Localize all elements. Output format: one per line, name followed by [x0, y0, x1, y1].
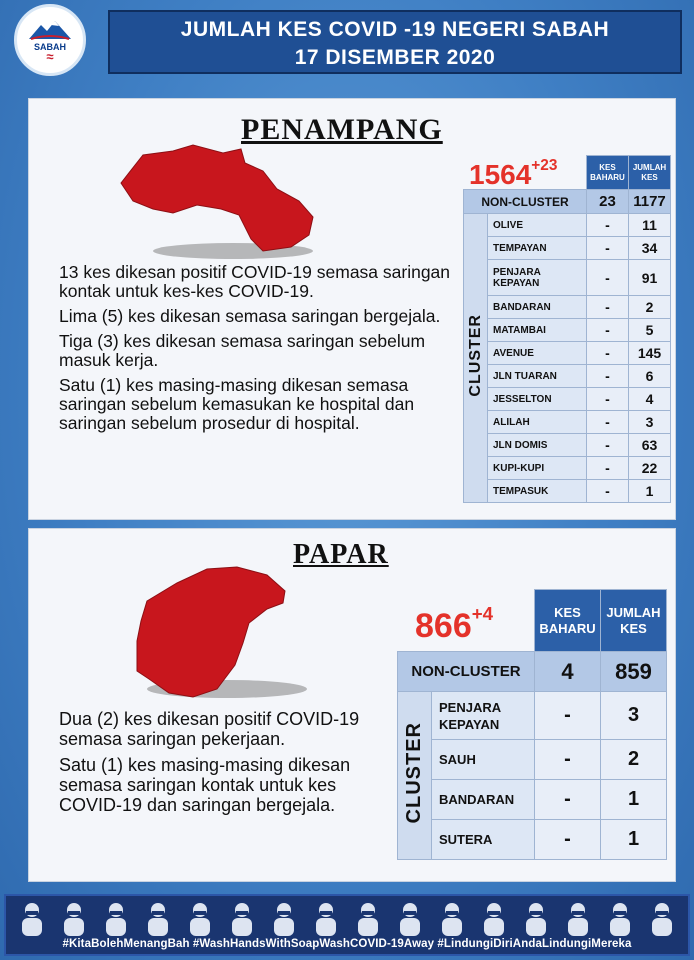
cluster-new: -: [587, 434, 629, 457]
table-row: [464, 480, 671, 503]
cluster-name: KUPI-KUPI: [488, 457, 587, 480]
cluster-name: JLN TUARAN: [488, 365, 587, 388]
cluster-total: 4: [629, 388, 671, 411]
cluster-name: BANDARAN: [432, 780, 535, 820]
cluster-new: -: [587, 260, 629, 296]
cluster-name: AVENUE: [488, 342, 587, 365]
table-row: [464, 411, 671, 434]
desc-line: Dua (2) kes dikesan positif COVID-19 semasa saringan pekerjaan.: [59, 709, 360, 749]
title-line-1: JUMLAH KES COVID -19 NEGERI SABAH: [180, 18, 610, 41]
cluster-total: 1: [629, 480, 671, 503]
logo-text: SABAH: [33, 41, 66, 52]
cluster-total: 1: [601, 780, 667, 820]
table-row: [464, 296, 671, 319]
cluster-new: -: [587, 319, 629, 342]
table-row: [464, 388, 671, 411]
penampang-description: [59, 263, 459, 439]
penampang-case-table: [463, 155, 671, 503]
cluster-new: -: [535, 740, 601, 780]
footer-banner: [4, 894, 690, 956]
cluster-total: 1: [601, 820, 667, 860]
table-row: [464, 434, 671, 457]
district-title: PAPAR: [293, 539, 389, 570]
non-cluster-label: NON-CLUSTER: [464, 190, 587, 214]
table-row: [464, 237, 671, 260]
cluster-total: 2: [601, 740, 667, 780]
desc-line: Tiga (3) kes dikesan semasa saringan sebelum masuk kerja.: [59, 331, 426, 370]
total-value: 1564: [469, 158, 532, 190]
cluster-name: MATAMBAI: [488, 319, 587, 342]
mountain-icon: [27, 19, 73, 41]
desc-line: Lima (5) kes dikesan semasa saringan bergejala.: [59, 306, 441, 326]
penampang-map: [113, 143, 323, 263]
swoosh-icon: ≈: [46, 48, 54, 64]
cluster-name: BANDARAN: [488, 296, 587, 319]
table-row: [398, 780, 667, 820]
table-row: [398, 652, 667, 692]
cluster-name: SUTERA: [432, 820, 535, 860]
total-cases: [469, 157, 557, 191]
table-row: [398, 820, 667, 860]
table-row: [464, 260, 671, 296]
table-row: [464, 319, 671, 342]
papar-map: [107, 561, 307, 709]
table-row: [398, 740, 667, 780]
desc-line: Satu (1) kes masing-masing dikesan semasa saringan sebelum kemasukan ke hospital dan saringan sebelum prosedur di hospital.: [59, 375, 415, 433]
non-cluster-new: 4: [535, 652, 601, 692]
cluster-name: PENJARA KEPAYAN: [488, 260, 587, 296]
cluster-new: -: [587, 342, 629, 365]
desc-line: Satu (1) kes masing-masing dikesan semasa saringan kontak untuk kes COVID-19 dan saringan bergejala.: [59, 755, 351, 815]
non-cluster-label: NON-CLUSTER: [398, 652, 535, 692]
non-cluster-new: 23: [587, 190, 629, 214]
cluster-new: -: [587, 457, 629, 480]
cluster-total: 2: [629, 296, 671, 319]
cluster-new: -: [587, 296, 629, 319]
cluster-new: -: [535, 780, 601, 820]
penampang-panel: [28, 98, 676, 520]
cluster-new: -: [535, 692, 601, 740]
sabah-logo: [14, 4, 86, 76]
cluster-total: 6: [629, 365, 671, 388]
cluster-new: -: [587, 237, 629, 260]
cluster-total: 3: [601, 692, 667, 740]
cluster-total: 5: [629, 319, 671, 342]
col-header-total: JUMLAH KES: [601, 590, 667, 652]
cluster-total: 11: [629, 214, 671, 237]
cluster-name: SAUH: [432, 740, 535, 780]
cluster-new: -: [587, 480, 629, 503]
cluster-name: PENJARA KEPAYAN: [432, 692, 535, 740]
col-header-total: JUMLAH KES: [629, 156, 671, 190]
table-row: [464, 190, 671, 214]
cluster-total: 145: [629, 342, 671, 365]
cluster-new: -: [535, 820, 601, 860]
non-cluster-total: 859: [601, 652, 667, 692]
cluster-total: 3: [629, 411, 671, 434]
table-row: [464, 342, 671, 365]
non-cluster-total: 1177: [629, 190, 671, 214]
cluster-name: TEMPASUK: [488, 480, 587, 503]
col-header-new: KES BAHARU: [535, 590, 601, 652]
new-cases: +4: [471, 603, 494, 624]
desc-line: 13 kes dikesan positif COVID-19 semasa saringan kontak untuk kes-kes COVID-19.: [59, 262, 451, 301]
cluster-new: -: [587, 411, 629, 434]
table-row: [464, 365, 671, 388]
frontliners-illustration: [12, 900, 684, 936]
cluster-total: 22: [629, 457, 671, 480]
cluster-name: ALILAH: [488, 411, 587, 434]
papar-description: [59, 709, 399, 821]
hashtags: #KitaBolehMenangBah #WashHandsWithSoapWashCOVID-19Away #LindungiDiriAndaLindungiMereka: [62, 938, 632, 950]
new-cases: +23: [531, 157, 558, 174]
cluster-name: JESSELTON: [488, 388, 587, 411]
cluster-label: CLUSTER: [398, 692, 432, 860]
table-row: [464, 457, 671, 480]
cluster-total: 63: [629, 434, 671, 457]
page-title: [108, 10, 682, 74]
cluster-new: -: [587, 365, 629, 388]
title-date: 17 DISEMBER 2020: [294, 46, 496, 69]
cluster-name: TEMPAYAN: [488, 237, 587, 260]
cluster-name: JLN DOMIS: [488, 434, 587, 457]
cluster-label: CLUSTER: [464, 214, 488, 503]
papar-panel: [28, 528, 676, 882]
cluster-total: 34: [629, 237, 671, 260]
total-value: 866: [415, 606, 472, 645]
col-header-new: KES BAHARU: [587, 156, 629, 190]
table-row: [464, 214, 671, 237]
cluster-name: OLIVE: [488, 214, 587, 237]
cluster-new: -: [587, 214, 629, 237]
district-title: PENAMPANG: [241, 113, 443, 146]
cluster-total: 91: [629, 260, 671, 296]
table-row: [398, 692, 667, 740]
papar-case-table: [397, 589, 667, 860]
cluster-new: -: [587, 388, 629, 411]
